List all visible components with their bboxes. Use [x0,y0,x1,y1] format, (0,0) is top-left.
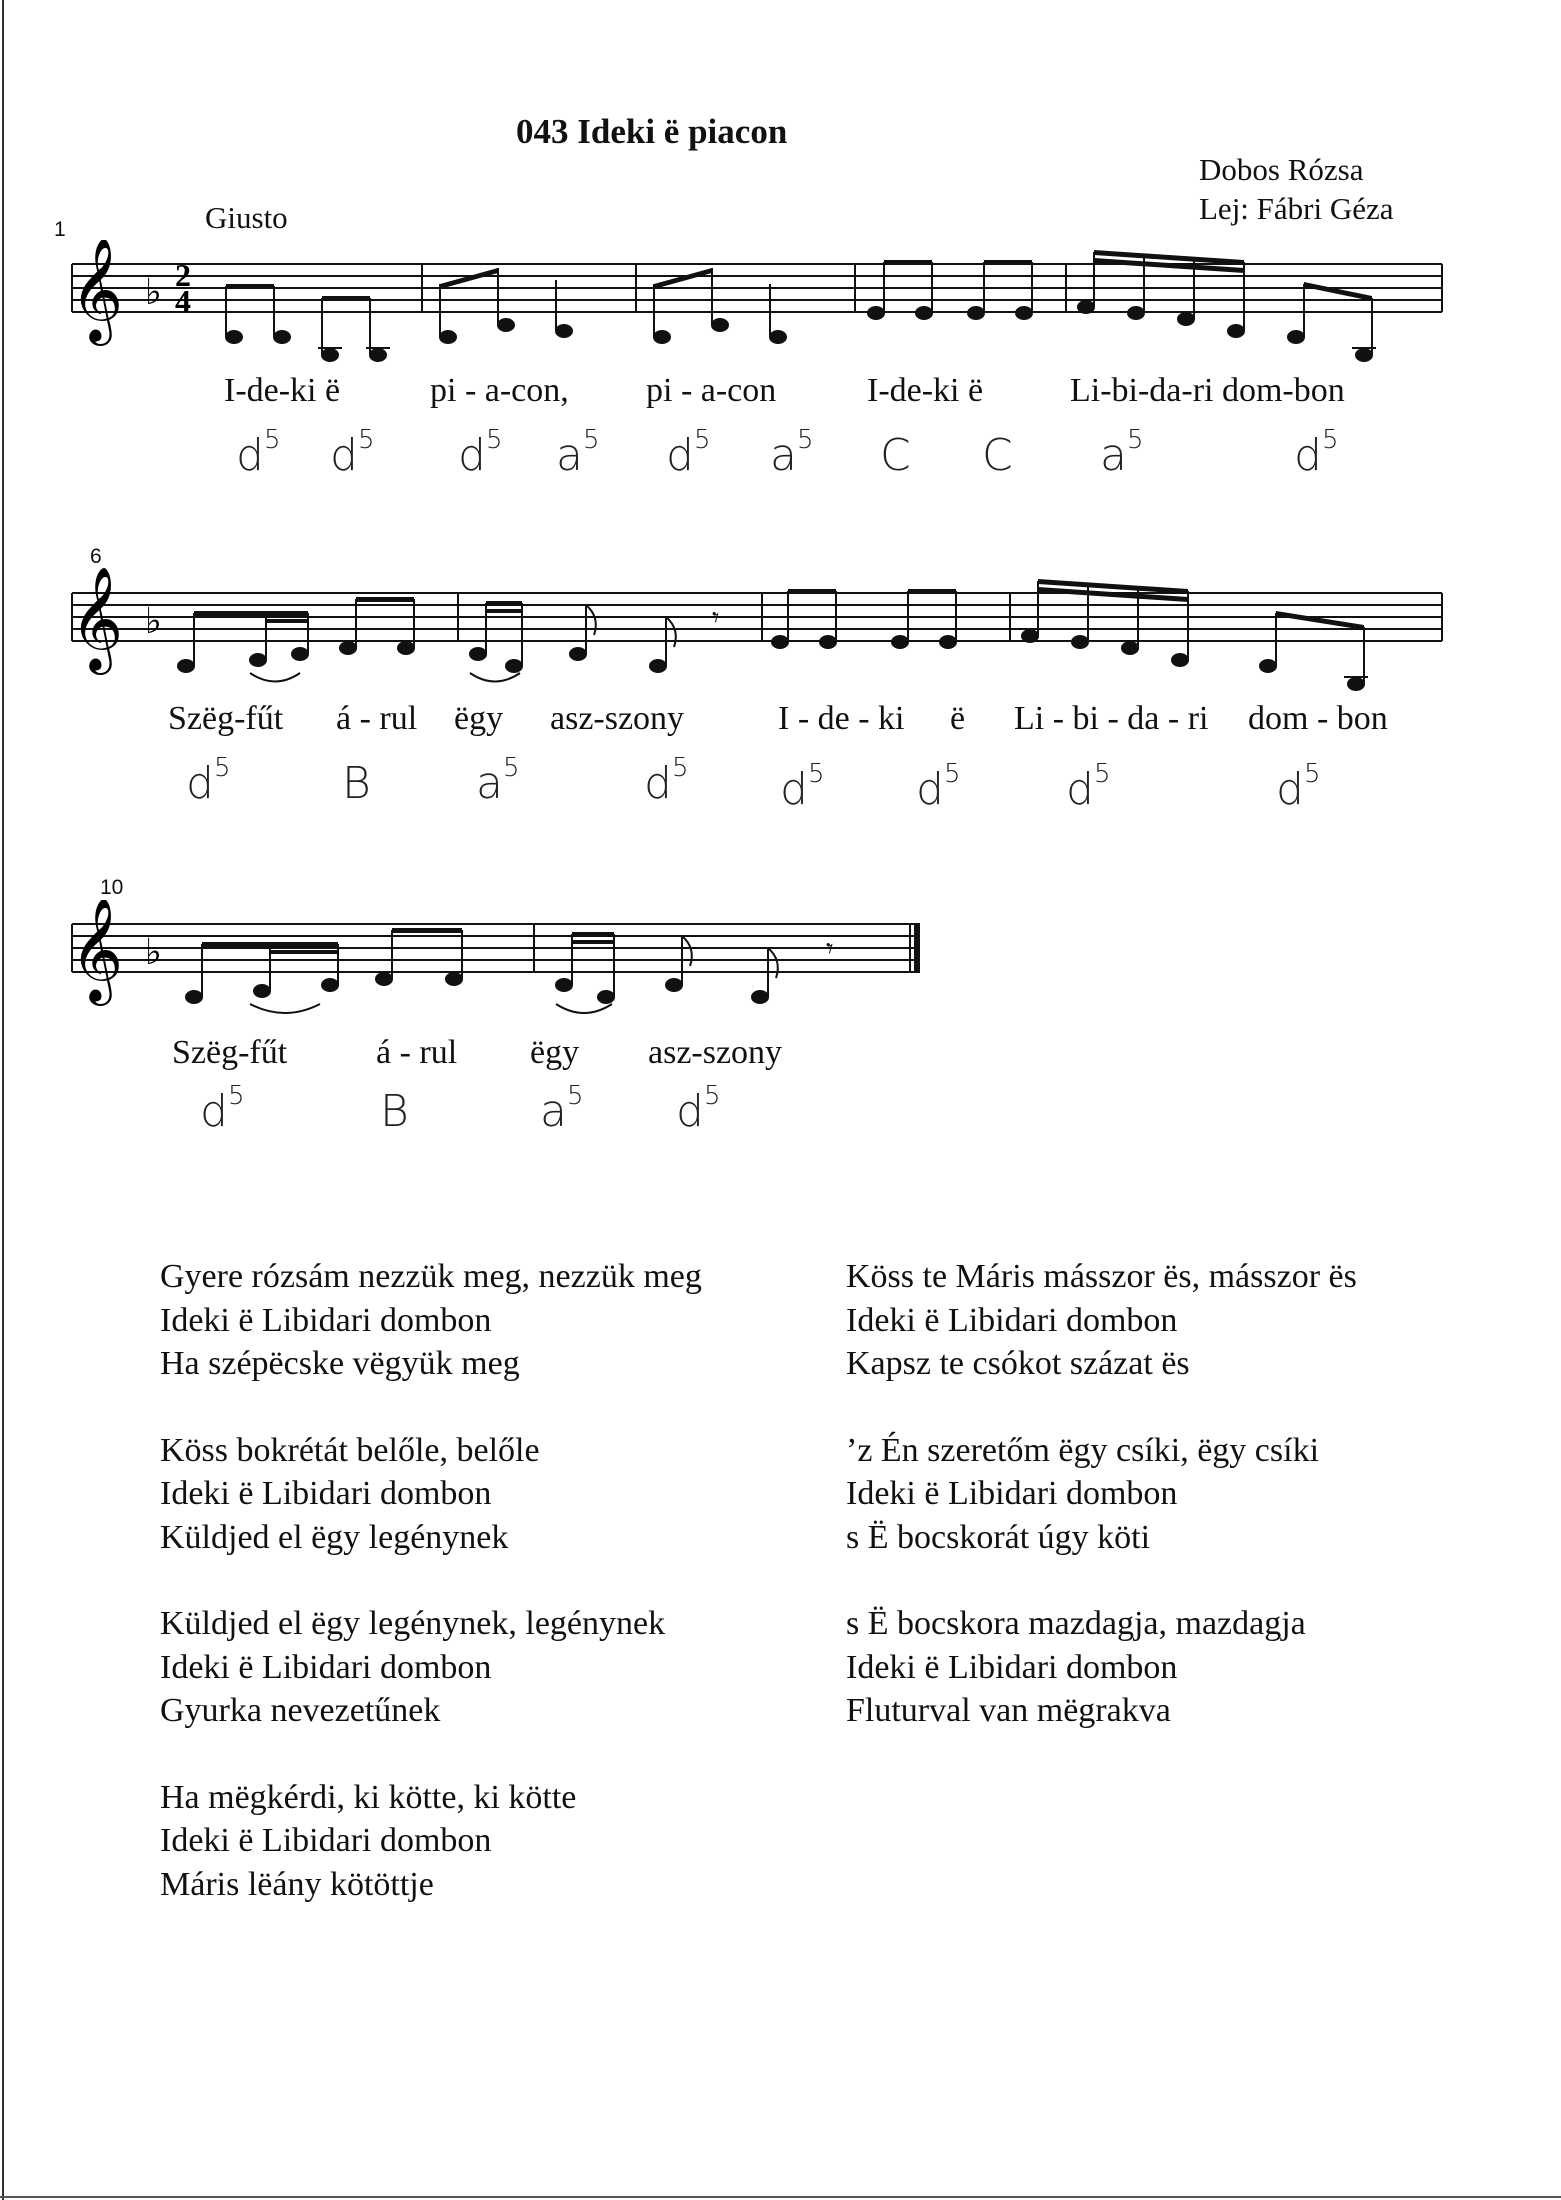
chord-symbol: $d^5$ [186,753,231,809]
chord-symbol: $a^5$ [1100,425,1144,481]
lyrics-author: Dobos Rózsa [1199,152,1364,187]
verse-line: Fluturval van mëgrakva [846,1692,1171,1729]
treble-clef-icon: 𝄞 [70,900,124,1002]
chord-symbol: $d^5$ [200,1081,245,1137]
chord-symbol: $d^5$ [458,425,503,481]
lyric-syllables: ë [950,700,966,737]
lyric-syllables: Szëg-fűt [172,1034,288,1071]
staff-system-3 [0,900,1561,1050]
lyric-syllables: pi - a-con [646,372,777,409]
chord-symbol: $d^5$ [666,425,711,481]
verse-line: s Ë bocskorát úgy köti [846,1518,1151,1556]
chord-symbol: B [342,758,371,809]
chord-symbol: $a^5$ [770,425,814,481]
lyric-syllables: á - rul [336,700,418,737]
verse-line: Ha mëgkérdi, ki kötte, ki kötte [160,1778,577,1816]
chord-symbol: B [380,1086,409,1137]
treble-clef-icon: 𝄞 [70,240,124,342]
lyric-syllables: I-de-ki ë [224,372,341,409]
verse-line: Ha szépëcske vëgyük meg [160,1345,520,1382]
chord-symbol: $d^5$ [1276,759,1321,815]
verses-left-column [160,1255,702,1949]
stanza [846,1602,1357,1733]
lyric-syllables: pi - a-con, [430,372,569,409]
chord-symbol: $d^5$ [1294,425,1339,481]
lyric-syllables: dom - bon [1248,700,1388,737]
stanza [846,1429,1357,1560]
lyric-syllables: asz-szony [550,700,685,737]
stanza [160,1255,702,1386]
chord-symbol: $d^5$ [676,1081,721,1137]
stanza [846,1255,1357,1386]
chord-symbol: C [982,430,1013,481]
chord-symbol: $d^5$ [916,759,961,815]
chord-symbol: $d^5$ [236,425,281,481]
treble-clef-icon: 𝄞 [70,566,124,671]
lyric-syllables: I-de-ki ë [867,372,984,409]
verse-line: Ideki ë Libidari dombon [846,1475,1178,1512]
chord-symbol: $d^5$ [330,425,375,481]
verse-line: Köss te Máris másszor ës, másszor ës [846,1258,1357,1295]
page-edge-bottom [0,2196,1561,2198]
stanza [160,1776,702,1907]
music-composer: Lej: Fábri Géza [1199,191,1394,226]
measure-number-6: 6 [90,545,102,568]
verse-line: Ideki ë Libidari dombon [160,1475,492,1512]
verse-line: Ideki ë Libidari dombon [160,1648,492,1686]
lyric-syllables: I - de - ki [778,700,905,737]
svg-text:4: 4 [175,283,191,319]
svg-text:𝄾: 𝄾 [712,601,720,634]
song-title: 043 Ideki ë piacon [516,112,788,151]
lyric-syllables: á - rul [376,1034,458,1071]
verse-line: s Ë bocskora mazdagja, mazdagja [846,1605,1306,1642]
verse-line: Gyurka nevezetűnek [160,1692,441,1729]
lyric-syllables: ëgy [454,700,504,737]
chord-symbol: $d^5$ [780,759,825,815]
verse-line: Máris lëány kötöttje [160,1865,434,1903]
lyric-syllables: Li-bi-da-ri dom-bon [1070,372,1345,409]
stanza [160,1429,702,1560]
verse-line: Ideki ë Libidari dombon [846,1301,1178,1339]
verse-line: Köss bokrétát belőle, belőle [160,1431,540,1469]
chord-symbol: C [880,430,911,481]
lyric-syllables: asz-szony [648,1034,783,1071]
chord-symbol: $a^5$ [556,425,600,481]
lyric-syllables: Szëg-fűt [168,700,284,737]
svg-text:♭: ♭ [145,932,162,973]
verse-line: Kapsz te csókot százat ës [846,1345,1190,1382]
chord-symbol: $a^5$ [476,753,520,809]
verse-line: Ideki ë Libidari dombon [846,1648,1178,1686]
measure-number-1: 1 [54,218,66,241]
measure-number-10: 10 [100,876,124,899]
svg-text:♭: ♭ [145,272,162,313]
lyric-syllables: ëgy [530,1034,580,1071]
chord-symbol: $d^5$ [644,753,689,809]
lyric-syllables: Li - bi - da - ri [1014,700,1209,737]
svg-text:2: 2 [175,257,191,293]
verses-right-column [846,1255,1357,1776]
chord-symbol: $d^5$ [1066,759,1111,815]
svg-text:𝄾: 𝄾 [826,932,834,965]
chord-symbol: $a^5$ [540,1081,584,1137]
verse-line: Küldjed el ëgy legénynek [160,1518,509,1556]
verse-line: Ideki ë Libidari dombon [160,1301,492,1339]
tempo-marking: Giusto [205,200,288,235]
svg-text:♭: ♭ [145,601,162,642]
stanza [160,1602,702,1733]
verse-line: Küldjed el ëgy legénynek, legénynek [160,1605,666,1642]
verse-line: Gyere rózsám nezzük meg, nezzük meg [160,1258,702,1295]
verse-line: Ideki ë Libidari dombon [160,1822,492,1859]
verse-line: ’z Én szeretőm ëgy csíki, ëgy csíki [846,1431,1320,1469]
